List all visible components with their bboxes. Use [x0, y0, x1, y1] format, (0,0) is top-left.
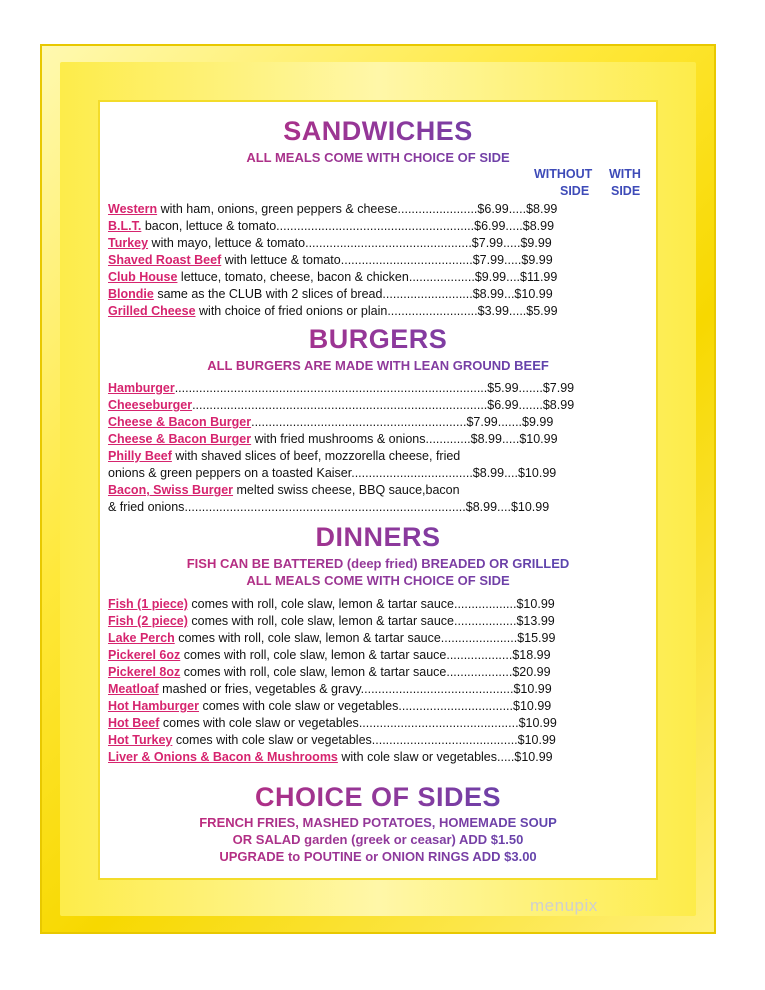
item-price-without: $7.99	[472, 253, 505, 267]
menu-item	[108, 252, 648, 269]
menu-item	[108, 630, 648, 647]
menu-item	[108, 698, 648, 715]
item-desc: onions & green peppers on a toasted Kaiser	[108, 466, 352, 480]
item-price-without: $3.99	[477, 304, 509, 318]
item-desc: melted swiss cheese, BBQ sauce,bacon	[233, 483, 460, 497]
item-desc: comes with roll, cole slaw, lemon & tartar sauce	[187, 597, 454, 611]
item-price-without: $5.99	[487, 381, 519, 395]
sides-line-1: FRENCH FRIES, MASHED POTATOES, HOMEMADE SOUP	[100, 815, 656, 830]
item-dots: .....	[508, 304, 527, 318]
item-name: Western	[108, 202, 158, 216]
menu-item	[108, 431, 648, 448]
sandwiches-title: SANDWICHES	[100, 116, 656, 147]
item-dots: ...................................	[351, 466, 473, 480]
item-name: Cheeseburger	[108, 398, 193, 412]
item-dots: ...................	[446, 665, 513, 679]
item-name: B.L.T.	[108, 219, 142, 233]
item-dots: ...	[504, 287, 515, 301]
sides-title: CHOICE OF SIDES	[100, 782, 656, 813]
item-dots: .................................	[398, 699, 513, 713]
item-desc: comes with roll, cole slaw, lemon & tartar sauce	[180, 648, 447, 662]
item-name: Club House	[108, 270, 178, 284]
item-name: Fish (2 piece)	[108, 614, 188, 628]
menu-item	[108, 286, 648, 303]
item-dots: .......	[518, 398, 543, 412]
item-dots: .....	[503, 236, 521, 250]
menu-item	[108, 613, 648, 630]
item-desc: lettuce, tomato, cheese, bacon & chicken	[177, 270, 409, 284]
dinners-subtitle-fish: FISH CAN BE BATTERED (deep fried) BREADED OR GRILLED	[100, 556, 656, 571]
item-price: $10.99	[518, 716, 557, 730]
menu-item	[108, 596, 648, 613]
item-name: Fish (1 piece)	[108, 597, 188, 611]
menu-item	[108, 664, 648, 681]
menu-item-philly-beef	[108, 448, 648, 465]
col-side-with: SIDE	[611, 184, 641, 198]
item-desc: comes with roll, cole slaw, lemon & tartar sauce	[187, 614, 454, 628]
item-name: Hot Hamburger	[108, 699, 199, 713]
item-desc: with shaved slices of beef, mozzorella cheese, fried	[171, 449, 461, 463]
item-price-without: $6.99	[477, 202, 509, 216]
item-name: Shaved Roast Beef	[108, 253, 222, 267]
item-dots: .........................................................	[276, 219, 475, 233]
item-dots: ..............................................	[358, 716, 519, 730]
item-name: Meatloaf	[108, 682, 159, 696]
item-desc: with ham, onions, green peppers & cheese	[157, 202, 398, 216]
item-dots: .....	[508, 202, 527, 216]
item-dots: ...................	[408, 270, 475, 284]
item-price-with: $9.99	[522, 415, 554, 429]
item-price: $10.99	[516, 597, 555, 611]
item-price: $15.99	[517, 631, 556, 645]
item-dots: ..........................................	[371, 733, 518, 747]
sides-line-2: OR SALAD garden (greek or ceasar) ADD $1.50	[100, 832, 656, 847]
item-dots: ..........................................................................................	[174, 381, 488, 395]
item-price-with: $9.99	[521, 253, 553, 267]
col-with: WITH	[609, 167, 641, 181]
item-name: Hamburger	[108, 381, 175, 395]
item-dots: ................................................	[305, 236, 472, 250]
item-desc: comes with cole slaw or vegetables	[159, 716, 359, 730]
col-side-without: SIDE	[560, 184, 590, 198]
item-dots: ..............................................................	[251, 415, 467, 429]
item-price-with: $9.99	[520, 236, 552, 250]
item-dots: .......	[497, 415, 523, 429]
item-desc: same as the CLUB with 2 slices of bread	[153, 287, 383, 301]
item-price-without: $6.99	[474, 219, 506, 233]
item-desc: with cole slaw or vegetables	[337, 750, 497, 764]
item-price-with: $8.99	[542, 398, 575, 412]
item-dots: .............	[425, 432, 471, 446]
sandwiches-subtitle: ALL MEALS COME WITH CHOICE OF SIDE	[100, 150, 656, 165]
menu-item	[108, 269, 648, 286]
item-name: Pickerel 6oz	[108, 648, 181, 662]
item-desc: with lettuce & tomato	[221, 253, 341, 267]
item-dots: .......................	[397, 202, 478, 216]
item-price: $20.99	[512, 665, 551, 679]
dinners-subtitle-side: ALL MEALS COME WITH CHOICE OF SIDE	[100, 573, 656, 588]
item-price-without: $9.99	[474, 270, 507, 284]
burgers-title: BURGERS	[100, 324, 656, 355]
item-desc: with mayo, lettuce & tomato	[148, 236, 306, 250]
menu-item	[108, 647, 648, 664]
item-desc: bacon, lettuce & tomato	[141, 219, 277, 233]
item-price-without: $8.99	[470, 432, 502, 446]
item-price: $10.99	[513, 682, 552, 696]
item-desc: with choice of fried onions or plain	[195, 304, 388, 318]
item-desc: & fried onions	[108, 500, 185, 514]
item-dots: ...................	[446, 648, 513, 662]
menu-item	[108, 218, 648, 235]
item-dots: .................................................................................	[184, 500, 466, 514]
menu-item	[108, 303, 648, 320]
menu-item-bacon-swiss-line2	[108, 499, 648, 516]
item-dots: .....	[505, 219, 523, 233]
item-name: Lake Perch	[108, 631, 175, 645]
item-price-without: $7.99	[471, 236, 504, 250]
item-name: Pickerel 8oz	[108, 665, 181, 679]
item-price: $13.99	[516, 614, 555, 628]
item-dots: .......	[518, 381, 543, 395]
item-name: Blondie	[108, 287, 154, 301]
menu-item	[108, 715, 648, 732]
item-name: Cheese & Bacon Burger	[108, 415, 252, 429]
item-name: Cheese & Bacon Burger	[108, 432, 252, 446]
item-dots: ....	[506, 270, 521, 284]
item-price-with: $10.99	[514, 287, 553, 301]
item-name: Philly Beef	[108, 449, 172, 463]
item-dots: .....	[501, 432, 520, 446]
item-price-without: $8.99	[472, 466, 505, 480]
item-price-with: $8.99	[526, 202, 558, 216]
item-dots: ..................	[453, 597, 517, 611]
watermark: menupix	[530, 896, 598, 915]
item-dots: .....................................................................................	[192, 398, 488, 412]
item-dots: .....	[504, 253, 522, 267]
item-desc: comes with roll, cole slaw, lemon & tartar sauce	[174, 631, 441, 645]
dinners-title: DINNERS	[100, 522, 656, 553]
item-dots: ..........................	[387, 304, 478, 318]
item-price-with: $7.99	[542, 381, 575, 395]
item-price-with: $5.99	[526, 304, 558, 318]
item-price-with: $8.99	[522, 219, 555, 233]
item-desc: mashed or fries, vegetables & gravy	[158, 682, 361, 696]
item-price-without: $7.99	[466, 415, 498, 429]
item-dots: .....	[497, 750, 515, 764]
item-desc: comes with cole slaw or vegetables	[172, 733, 372, 747]
item-price-with: $10.99	[519, 432, 558, 446]
item-desc: comes with cole slaw or vegetables	[198, 699, 399, 713]
menu-item-philly-beef-line2	[108, 465, 648, 482]
item-price-with: $10.99	[517, 466, 557, 480]
menu-item	[108, 749, 648, 766]
item-dots: ......................	[440, 631, 518, 645]
item-dots: ............................................	[360, 682, 514, 696]
item-name: Bacon, Swiss Burger	[108, 483, 234, 497]
item-price-without: $6.99	[487, 398, 519, 412]
item-price-without: $8.99	[465, 500, 498, 514]
item-dots: ....	[504, 466, 518, 480]
item-name: Turkey	[108, 236, 149, 250]
item-price: $10.99	[513, 699, 552, 713]
item-name: Liver & Onions & Bacon & Mushrooms	[108, 750, 338, 764]
item-name: Hot Turkey	[108, 733, 173, 747]
item-price: $18.99	[512, 648, 551, 662]
item-desc: with fried mushrooms & onions	[251, 432, 426, 446]
item-price: $10.99	[514, 750, 553, 764]
menu-item	[108, 732, 648, 749]
item-dots: ......................................	[340, 253, 473, 267]
item-price: $10.99	[517, 733, 556, 747]
menu-item	[108, 201, 648, 218]
menu-page	[100, 102, 656, 878]
item-dots: ....	[497, 500, 511, 514]
menu-item-bacon-swiss	[108, 482, 648, 499]
burgers-subtitle: ALL BURGERS ARE MADE WITH LEAN GROUND BEEF	[100, 358, 656, 373]
menu-item	[108, 235, 648, 252]
item-name: Hot Beef	[108, 716, 160, 730]
item-desc: comes with roll, cole slaw, lemon & tartar sauce	[180, 665, 447, 679]
menu-item	[108, 681, 648, 698]
item-dots: ..................	[453, 614, 517, 628]
item-price-with: $11.99	[520, 270, 558, 284]
col-without: WITHOUT	[534, 167, 593, 181]
menu-item	[108, 380, 648, 397]
menu-item	[108, 414, 648, 431]
sides-line-3: UPGRADE to POUTINE or ONION RINGS ADD $3.00	[100, 849, 656, 864]
item-dots: ..........................	[382, 287, 473, 301]
item-price-without: $8.99	[472, 287, 504, 301]
menu-item	[108, 397, 648, 414]
item-price-with: $10.99	[510, 500, 550, 514]
item-name: Grilled Cheese	[108, 304, 196, 318]
